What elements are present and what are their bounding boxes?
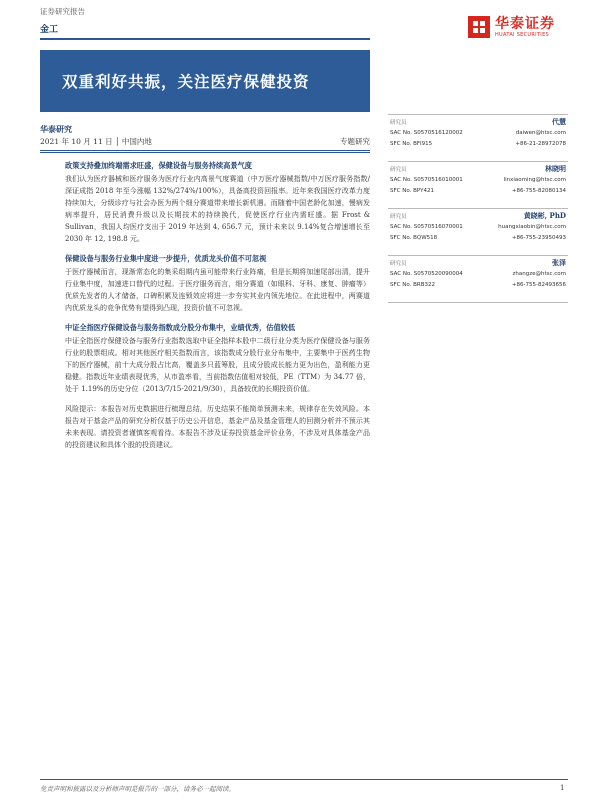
- report-series-label: 证券研究报告: [40, 7, 85, 16]
- logo-name-en: HUATAI SECURITIES: [495, 31, 549, 38]
- header-divider: [40, 38, 370, 40]
- analyst-sac: SAC No. S0570516120002: [390, 130, 463, 136]
- section-3: [65, 322, 370, 395]
- analyst-role: 研究员: [390, 167, 407, 173]
- analyst-sac: SAC No. S0570516070001: [390, 224, 463, 230]
- analyst-email[interactable]: daiwen@htsc.com: [515, 130, 566, 136]
- section-body: 于医疗器械而言，现渐常态化的集采组期内虽可能带来行业阵痛，但是长期将加速尾部出清，提升行业集中度，加速进口替代的过程。于医疗服务而言，细分赛道（如眼科、牙科、康复、肿瘤等）优质先发者的人才储备，口碑积累及连锁效应将进一步夯实其业内领先地位。在此进程中，两赛道内优质龙头的竞争优势有望得到凸现，投资价值不可忽视。: [65, 268, 370, 312]
- analyst-card: [388, 114, 568, 156]
- analyst-role: 研究员: [390, 214, 407, 220]
- analyst-email[interactable]: linxiaoming@htsc.com: [503, 177, 566, 183]
- analyst-phone: +86-755-23950493: [511, 235, 566, 241]
- analyst-email[interactable]: zhangze@htsc.com: [512, 271, 566, 277]
- section-1: [65, 160, 370, 245]
- analyst-phone: +86-755-82493656: [511, 282, 566, 288]
- disclaimer-note: 免责声明和披露以及分析师声明是报告的一部分，请务必一起阅读。: [40, 785, 235, 793]
- main-content: [65, 160, 370, 451]
- analyst-sfc: SFC No. BRB322: [390, 282, 435, 288]
- category-label: 金工: [40, 25, 59, 35]
- section-heading: 中证全指医疗保健设备与服务指数成分股分布集中，业绩优秀，估值较低: [65, 323, 296, 332]
- logo-mark-icon: [468, 16, 490, 38]
- analyst-sfc: SFC No. BQW518: [390, 235, 438, 241]
- brand-logo: [468, 12, 588, 42]
- risk-warning: 风险提示：本报告对历史数据进行梳理总结，历史结果不能简单预测未来，规律存在失效风险。本报告对于基金产品的研究分析仅基于历史公开信息，基金产品及基金管理人的回测分析并不预示其未来表现。请投资者谨慎客观看待。本报告不涉及证券投资基金评价业务，不涉及对具体基金产品的投资建议和具体个股的投资建议。: [65, 405, 370, 449]
- analyst-name: 黄晓彬, PhD: [523, 211, 566, 220]
- analyst-sidebar: [388, 114, 568, 303]
- analyst-card: [388, 255, 568, 297]
- analyst-name: 张泽: [552, 258, 566, 267]
- analyst-sac: SAC No. S0570516010001: [390, 177, 463, 183]
- section-heading: 政策支持叠加终端需求旺盛，保健设备与服务持续高景气度: [65, 161, 252, 170]
- footer-divider: [40, 779, 568, 780]
- logo-name-cn: 华泰证券: [495, 15, 555, 32]
- report-kind: 华泰研究: [40, 124, 72, 134]
- sidebar-divider: [388, 302, 568, 303]
- analyst-phone: +86-755-82080134: [511, 188, 566, 194]
- analyst-phone: +86-21-28972078: [515, 141, 566, 147]
- section-2: [65, 253, 370, 314]
- analyst-name: 代慧: [552, 117, 566, 126]
- report-type: 专题研究: [340, 137, 370, 146]
- analyst-role: 研究员: [390, 120, 407, 126]
- analyst-name: 林晓明: [545, 164, 566, 173]
- analyst-sfc: SFC No. BFI915: [390, 141, 433, 147]
- analyst-sfc: SFC No. BPY421: [390, 188, 434, 194]
- analyst-card: [388, 161, 568, 203]
- date-region: 2021 年 10 月 11 日 │ 中国内地: [40, 137, 152, 146]
- report-title: 双重利好共振，关注医疗保健投资: [62, 72, 310, 91]
- section-heading: 保健设备与服务行业集中度进一步提升，优质龙头价值不可忽视: [65, 254, 267, 263]
- analyst-card: [388, 208, 568, 250]
- meta-divider-thin: [40, 152, 370, 153]
- meta-divider: [40, 150, 370, 151]
- analyst-sac: SAC No. S0570520090004: [390, 271, 463, 277]
- analyst-email[interactable]: huangxiaobin@htsc.com: [498, 224, 566, 230]
- section-body: 我们认为医疗器械和医疗服务为医疗行业内高景气度赛道（中万医疗器械指数/中万医疗服务指数/深证成指 2018 年至今涨幅 132%/274%/100%），具备高投资回报率。近年来我国医疗改革力度持续加大，分级诊疗与社会办医为两个细分赛道带来增长新机遇。而随着中国老龄化加速，慢病发病率提升，居民消费升级以及长期技术的持续换代，促使医疗行业内需旺盛。据 Frost & Sullivan，我国人均医疗支出于 2019 年达到 4, 656.7 元，预计未来以 9.14%复合增速增长至 2030 年 12, 198.8 元。: [65, 175, 370, 243]
- section-body: 中证全指医疗保健设备与服务行业指数选取中证全指样本股中二级行业分类为医疗保健设备与服务行业的股票组成。相对其他医疗相关指数而言，该指数成分股行业分布集中，主要集中于医药生物下的医疗器械，前十大成分股占比高，覆盖多只蓝筹股，且成分股成长能力更为出色，盈利能力更稳健。指数近年业绩表现优秀，从市盈率看，当前指数估值相对较低，PE（TTM）为 34.77 倍，处于 1.19%的历史分位（2013/7/15-2021/9/30），具备较优的长期投资价值。: [65, 337, 370, 393]
- meta-row: [40, 136, 370, 149]
- title-banner: [40, 50, 370, 112]
- page-number: 1: [560, 784, 565, 792]
- analyst-role: 研究员: [390, 261, 407, 267]
